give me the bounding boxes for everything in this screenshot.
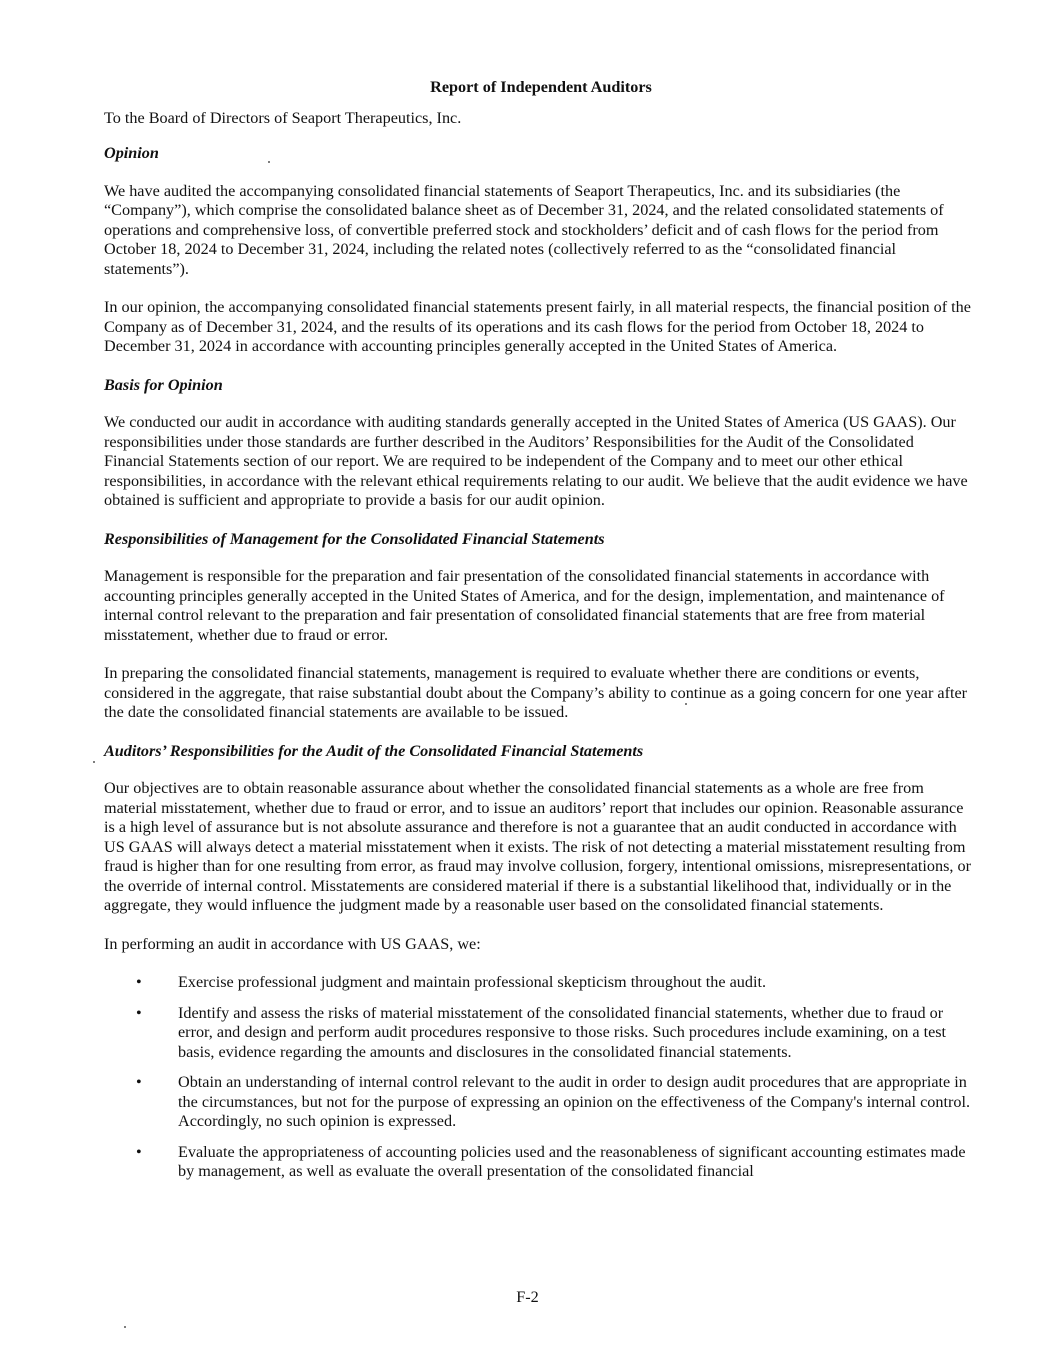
list-item-text: Identify and assess the risks of material misstatement of the consolidated financial statements, whether due to fraud or error, and design and perform audit procedures responsive to those risks. Such procedures include examining, on a test basis, evidence regarding the amounts and disclosures in the consolidated financial statements. [178,1003,947,1061]
list-item [104,1004,978,1063]
scan-speck [124,1326,126,1328]
list-item [104,973,978,993]
scan-speck [685,703,687,705]
list-item-text: Obtain an understanding of internal control relevant to the audit in order to design audit procedures that are appropriate in the circumstances, but not for the purpose of expressing an opinion on the effectiveness of the Company's internal control. Accordingly, no such opinion is expressed. [178,1073,971,1130]
page-number: F-2 [516,1288,539,1306]
list-item-text: Exercise professional judgment and maintain professional skepticism throughout the audit. [178,973,767,991]
scan-speck [93,761,95,763]
list-item-text: Evaluate the appropriateness of accounting policies used and the reasonableness of significant accounting estimates made by management, as well as evaluate the overall presentation of the consolidated financial [178,1142,966,1180]
scan-speck [268,161,270,163]
auditors-paragraph-2: In performing an audit in accordance with US GAAS, we: [104,934,481,953]
basis-heading: Basis for Opinion [104,375,223,394]
procedures-list [104,973,978,1182]
opinion-paragraph-1: We have audited the accompanying consolidated financial statements of Seaport Therapeutics, Inc. and its subsidiaries (the “Company”), which comprise the consolidated balance sheet as of December 31, 2024, and the related consolidated statements of operations and comprehensive loss, of convertible preferred stock and stockholders’ deficit and of cash flows for the period from October 18, 2024 to December 31, 2024, including the related notes (collectively referred to as the “consolidated financial statements”). [104,181,944,278]
auditors-paragraph-1: Our objectives are to obtain reasonable assurance about whether the consolidated financial statements as a whole are free from material misstatement, whether due to fraud or error, and to issue an auditors’ report that includes our opinion. Reasonable assurance is a high level of assurance but is not absolute assurance and therefore is not a guarantee that an audit conducted in accordance with US GAAS will always detect a material misstatement when it exists. The risk of not detecting a material misstatement resulting from fraud is higher than for one resulting from error, as fraud may involve collusion, forgery, intentional omissions, misrepresentations, or the override of internal control. Misstatements are considered material if there is a substantial likelihood that, individually or in the aggregate, they would influence the judgment made by a reasonable user based on the consolidated financial statements. [104,779,971,914]
bullet-icon: • [136,973,142,991]
list-item [104,1143,978,1182]
opinion-paragraph-2: In our opinion, the accompanying consolidated financial statements present fairly, in all material respects, the financial position of the Company as of December 31, 2024, and the results of its operations and its cash flows for the period from October 18, 2024 to December 31, 2024 in accordance with accounting principles generally accepted in the United States of America. [104,298,971,355]
management-paragraph-2: In preparing the consolidated financial statements, management is required to evaluate whether there are conditions or events, considered in the aggregate, that raise substantial doubt about the Company’s ability to continue as a going concern for one year after the date the consolidated financial statements are available to be issued. [104,664,968,721]
auditors-heading: Auditors’ Responsibilities for the Audit of the Consolidated Financial Statements [104,741,644,760]
report-page [104,78,978,1193]
report-title: Report of Independent Auditors [430,78,652,96]
bullet-icon: • [136,1073,142,1091]
bullet-icon: • [136,1142,142,1161]
bullet-icon: • [136,1003,142,1022]
management-paragraph-1: Management is responsible for the preparation and fair presentation of the consolidated financial statements in accordance with accounting principles generally accepted in the United States of America, and for the design, implementation, and maintenance of internal control relevant to the preparation and fair presentation of consolidated financial statements that are free from material misstatement, whether due to fraud or error. [104,567,945,644]
basis-paragraph: We conducted our audit in accordance with auditing standards generally accepted in the United States of America (US GAAS). Our responsibilities under those standards are further described in the Auditors’ Responsibilities for the Audit of the Consolidated Financial Statements section of our report. We are required to be independent of the Company and to meet our other ethical responsibilities, in accordance with the relevant ethical requirements relating to our audit. We believe that the audit evidence we have obtained is sufficient and appropriate to provide a basis for our audit opinion. [104,413,968,509]
opinion-heading: Opinion [104,144,159,162]
addressee: To the Board of Directors of Seaport Therapeutics, Inc. [104,108,462,127]
management-heading: Responsibilities of Management for the Consolidated Financial Statements [104,529,605,548]
list-item [104,1073,978,1132]
